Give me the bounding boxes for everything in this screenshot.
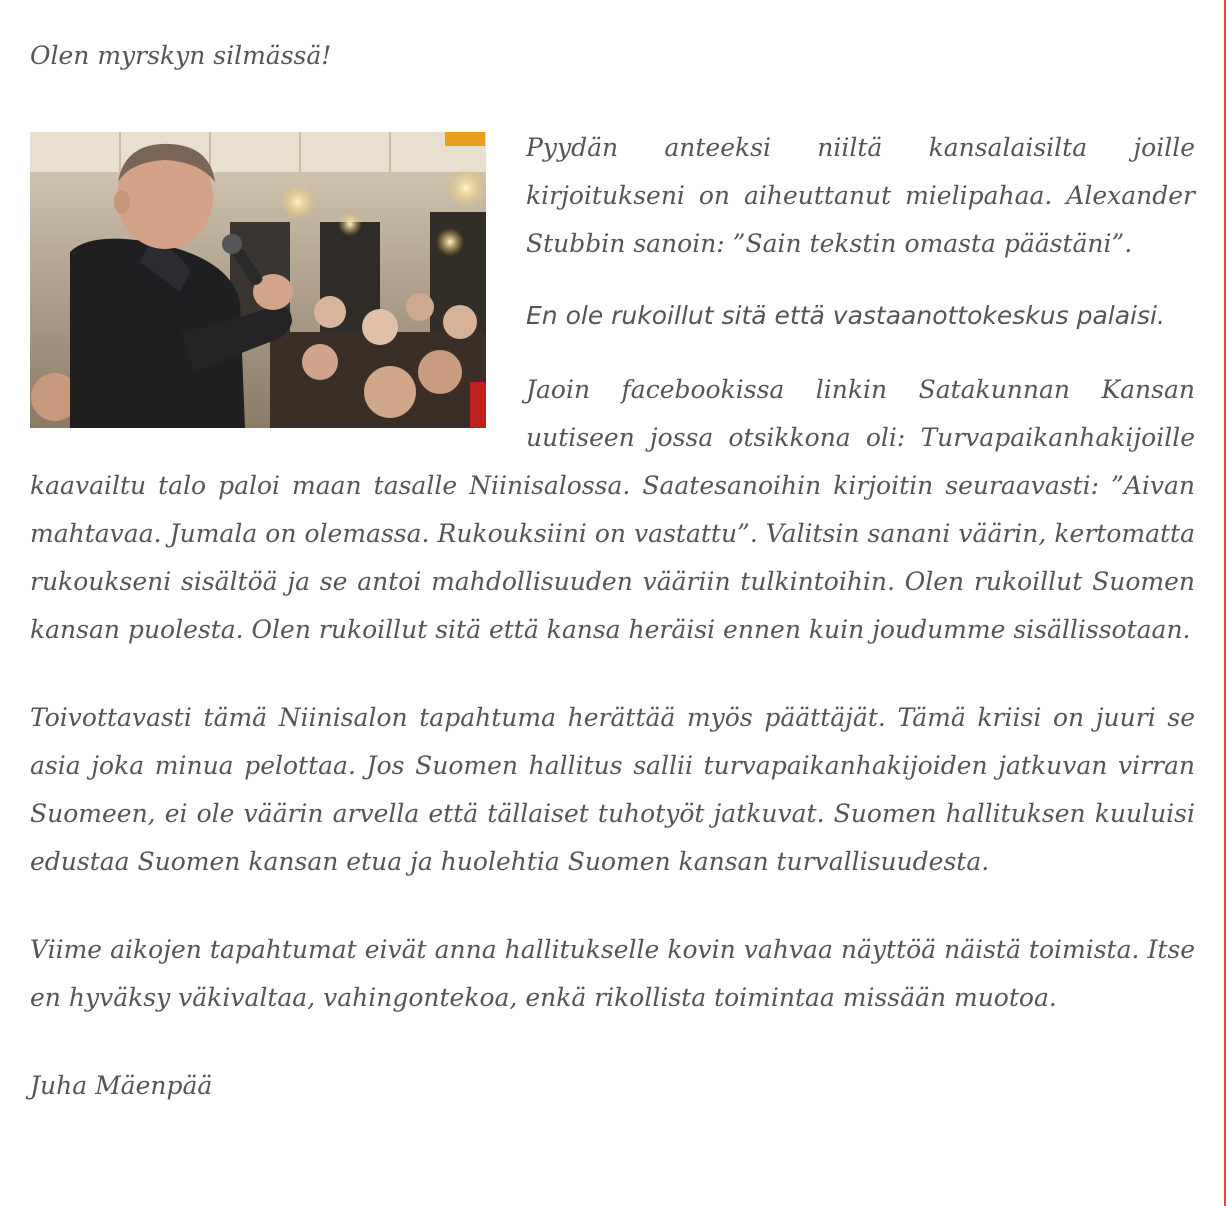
author-signature: Juha Mäenpää: [30, 1071, 213, 1100]
photo-illustration: [30, 132, 486, 428]
right-edge-line: [1224, 0, 1226, 1206]
niinisalo-paragraph: Toivottavasti tämä Niinisalon tapahtuma herättää myös päättäjät. Tämä kriisi on juuri se asia joka minua pelottaa. Jos Suomen hallitus sallii turvapaikanhakijoiden jatkuvan virran Suomeen, ei ole väärin arvella että tällaiset tuhotyöt jatkuvat. Suomen hallituksen kuuluisi edustaa Suomen kansan etua ja huolehtia Suomen kansan turvallisuudesta.: [30, 703, 1195, 876]
article-body: [30, 30, 1195, 1110]
closing-paragraph: Viime aikojen tapahtumat eivät anna hallitukselle kovin vahvaa näyttöä näistä toimista. Itse en hyväksy väkivaltaa, vahingontekoa, enkä rikollista toimintaa missään muotoa.: [30, 935, 1195, 1012]
facebook-paragraph: Jaoin facebookissa linkin Satakunnan Kansan uutiseen jossa otsikkona oli: Turvapaikanhakijoille kaavailtu talo paloi maan tasalle Niinisalossa. Saatesanoihin kirjoitin seuraavasti: ”Aivan mahtavaa. Jumala on olemassa. Rukouksiini on vastattu”. Valitsin sanani väärin, kertomatta rukoukseni sisältöä ja se antoi mahdollisuuden vääriin tulkintoihin. Olen rukoillut Suomen kansan puolesta. Olen rukoillut sitä että kansa heräisi ennen kuin joudumme sisällissotaan.: [30, 375, 1195, 644]
intro-line: Olen myrskyn silmässä!: [30, 41, 332, 70]
apology-paragraph: Pyydän anteeksi niiltä kansalaisilta joille kirjoitukseni on aiheuttanut mielipahaa. Alexander Stubbin sanoin: ”Sain tekstin omasta päästäni”.: [526, 133, 1195, 258]
highlight-statement: En ole rukoillut sitä että vastaanottokeskus palaisi.: [526, 301, 1165, 330]
article-photo: [30, 132, 486, 428]
